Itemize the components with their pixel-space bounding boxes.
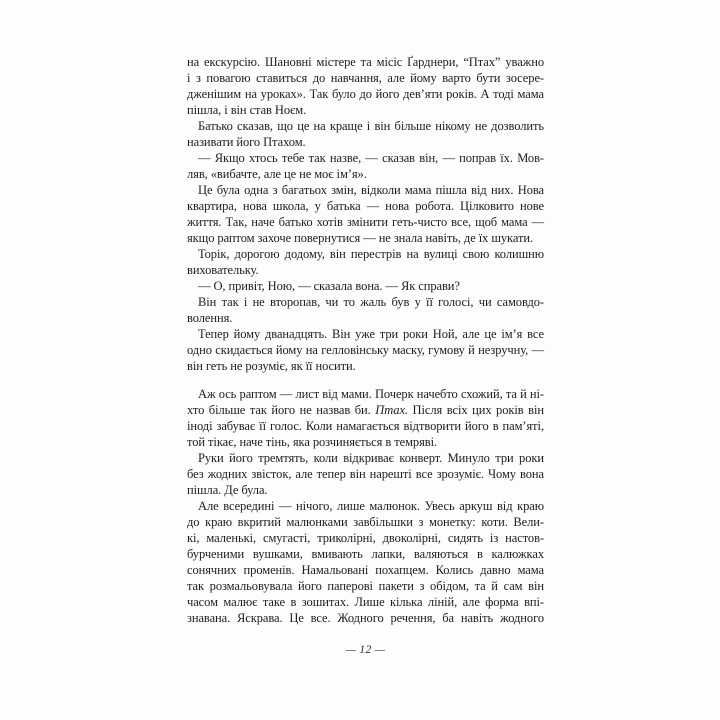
text-line: він геть не розуміє, як її носити. <box>187 359 356 373</box>
page-text <box>187 54 544 626</box>
text-line: — Якщо хтось тебе так назве, — сказав він, — поправ їх. Мов- <box>198 151 544 165</box>
text-line: Це була одна з багатьох змін, відколи мама пішла від них. Нова <box>198 183 544 197</box>
text-line: так розмальовувала його паперові пакети з обідом, та й сам він <box>187 579 544 593</box>
text-line: волення. <box>187 311 233 325</box>
text-line: Батько сказав, що це на краще і він більше нікому не дозволить <box>198 119 544 133</box>
text-line: часом малює таке в зошитах. Лише кілька ліній, але форма впі- <box>187 595 544 609</box>
text-line: без жодних звісток, але тепер він нарешті все зрозуміє. Чому вона <box>187 467 544 481</box>
text-line: Аж ось раптом — лист від мами. Почерк начебто схожий, та й ні- <box>198 387 544 401</box>
paragraph <box>187 450 544 498</box>
text-line: сонячних променів. Намальовані похапцем. Колись давно мама <box>187 563 544 577</box>
text-line: і з повагою ставиться до навчання, але йому варто бути зосере- <box>187 71 544 85</box>
text-line: до краю вкритий малюнками завбільшки з монетку: коти. Вели- <box>187 515 544 529</box>
paragraph <box>187 118 544 150</box>
text-line: пішла. Де була. <box>187 483 268 497</box>
text-line: дженішим на уроках». Так було до його дев’яти років. А тоді мама <box>187 87 544 101</box>
text-line: — О, привіт, Ною, — сказала вона. — Як справи? <box>198 279 460 293</box>
page-number: — 12 — <box>345 644 386 656</box>
text-line: Торік, дорогою додому, він перестрів на вулиці свою колишню <box>198 247 544 261</box>
text-line: квартира, нова школа, у батька — нова робота. Цілковито нове <box>187 199 544 213</box>
paragraph <box>187 386 544 450</box>
italic-text: Птах. <box>375 403 408 417</box>
paragraph <box>187 246 544 278</box>
text-line: бурченими вушками, вмивають лапки, валяються в калюжках <box>187 547 544 561</box>
paragraph <box>187 182 544 246</box>
paragraph <box>187 498 544 626</box>
text-line: ляв, «вибачте, але це не моє ім’я». <box>187 167 367 181</box>
paragraph <box>187 278 544 294</box>
text-line: пішла, і він став Ноєм. <box>187 103 307 117</box>
text-line: на екскурсію. Шановні містере та місіс Ґарднери, “Птах” уважно <box>187 55 544 69</box>
text-line: Він так і не второпав, чи то жаль був у її голосі, чи самовдо- <box>198 295 544 309</box>
paragraph <box>187 294 544 326</box>
paragraph <box>187 326 544 374</box>
paragraph <box>187 150 544 182</box>
text-line: називати його Птахом. <box>187 135 306 149</box>
text-line: Тепер йому дванадцять. Він уже три роки Ной, але це ім’я все <box>198 327 544 341</box>
text-line: хто більше так його не назвав би. Птах. Після всіх цих років він <box>187 403 544 417</box>
text-line: виховательку. <box>187 263 259 277</box>
text-line: одно скидається йому на гелловінську маску, гумову й незручну, — <box>187 343 544 357</box>
text-line: кі, маленькі, смугасті, триколірні, двоколірні, сидять із настов- <box>187 531 544 545</box>
text-line: той тікає, наче тінь, яка розчиняється в темряві. <box>187 435 438 449</box>
text-line: Але всередині — нічого, лише малюнок. Увесь аркуш від краю <box>198 499 544 513</box>
paragraph <box>187 54 544 118</box>
text-line: якщо раптом захоче повернутися — не знала навіть, де їх шукати. <box>187 231 534 245</box>
text-line: знавана. Яскрава. Це все. Жодного речення, ба навіть жодного <box>187 611 544 625</box>
text-line: іноді забуває її голос. Коли намагається відтворити його в пам’яті, <box>187 419 544 433</box>
text-line: Руки його тремтять, коли відкриває конверт. Минуло три роки <box>198 451 544 465</box>
text-line: життя. Так, наче батько хотів змінити геть-чисто все, щоб мама — <box>187 215 544 229</box>
